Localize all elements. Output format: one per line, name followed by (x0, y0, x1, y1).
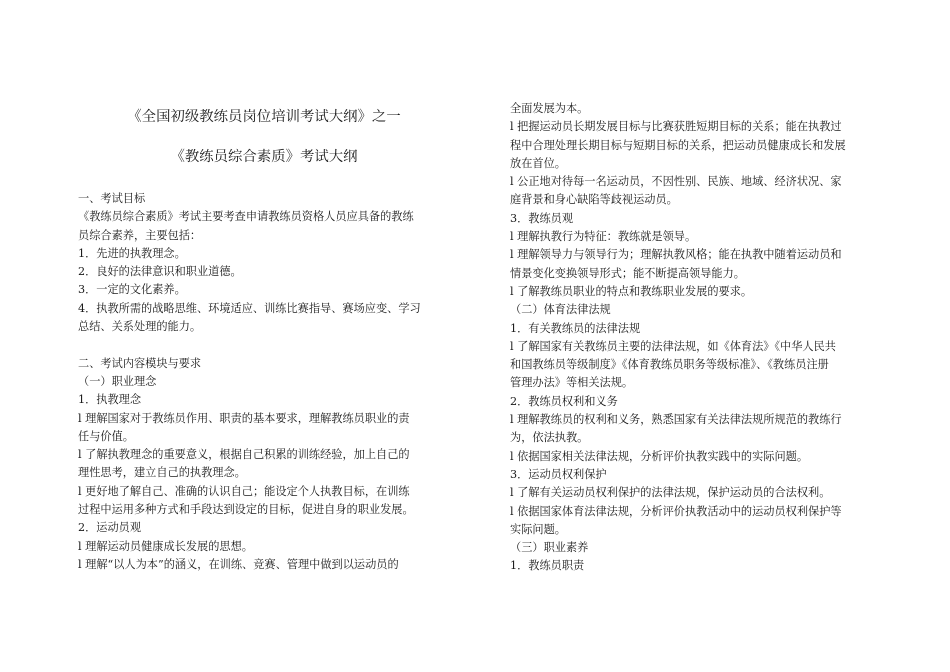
text-line: l 理解国家对于教练员作用、职责的基本要求，理解教练员职业的责 (78, 411, 410, 425)
text-line: l 理解执教行为特征：教练就是领导。 (510, 230, 697, 244)
text-line: l 理解领导力与领导行为；理解执教风格；能在执教中随着运动员和 (510, 248, 842, 262)
document-subtitle: 《教练员综合素质》考试大纲 (170, 149, 358, 165)
text-line: 1．先进的执教理念。 (78, 246, 186, 260)
text-line: l 理解运动员健康成长发展的思想。 (78, 539, 253, 553)
text-line: （三）职业素养 (510, 541, 589, 555)
text-line: 一、考试目标 (78, 192, 146, 205)
text-line: 3．运动员权利保护 (510, 467, 607, 481)
text-line: l 更好地了解自己、准确的认识自己；能设定个人执教目标，在训练 (78, 484, 410, 498)
text-line: （一）职业理念 (78, 374, 157, 388)
text-line: 2．良好的法律意识和职业道德。 (78, 265, 242, 279)
document-title: 《全国初级教练员岗位培训考试大纲》之一 (127, 109, 401, 125)
text-line: 为，依法执教。 (510, 431, 589, 445)
text-line: 放在首位。 (510, 156, 566, 170)
text-line: l 公正地对待每一名运动员，不因性别、民族、地域、经济状况、家 (510, 175, 842, 189)
text-line: 1．有关教练员的法律法规 (510, 321, 641, 335)
text-line: 2．运动员观 (78, 521, 142, 535)
text-line: 情景变化变换领导形式；能不断提高领导能力。 (510, 266, 745, 280)
text-line: （二）体育法律法规 (510, 303, 611, 317)
text-line: 和国教练员等级制度》《体育教练员职务等级标准》、《教练员注册 (510, 358, 829, 372)
text-line: l 了解国家有关教练员主要的法律法规，如《体育法》《中华人民共 (510, 339, 836, 353)
text-line: l 了解执教理念的重要意义，根据自己积累的训练经验，加上自己的 (78, 448, 410, 462)
text-line: l 了解有关运动员权利保护的法律法规，保护运动员的合法权利。 (510, 486, 831, 500)
text-line: 4．执教所需的战略思维、环境适应、训练比赛指导、赛场应变、学习 (78, 301, 421, 315)
text-line: 过程中运用多种方式和手段达到设定的目标，促进自身的职业发展。 (78, 503, 414, 517)
text-line: 员综合素养，主要包括： (78, 228, 202, 242)
text-line: l 理解“以人为本”的涵义，在训练、竞赛、管理中做到以运动员的 (78, 557, 399, 571)
text-line: 全面发展为本。 (510, 102, 589, 115)
text-line: 总结、关系处理的能力。 (78, 320, 202, 334)
text-line: 1．教练员职责 (510, 559, 585, 573)
text-line: 3．教练员观 (510, 211, 574, 225)
text-line: 理性思考，建立自己的执教理念。 (78, 466, 246, 480)
text-line: 二、考试内容模块与要求 (78, 356, 202, 370)
text-line: 《教练员综合素质》考试主要考查申请教练员资格人员应具备的教练 (78, 210, 414, 224)
text-line: l 依据国家相关法律法规，分析评价执教实践中的实际问题。 (510, 449, 809, 463)
text-line: 实际问题。 (510, 522, 566, 536)
text-line: 庭背景和身心缺陷等歧视运动员。 (510, 193, 678, 207)
text-line: 任与价值。 (78, 429, 134, 443)
text-line: 1．执教理念 (78, 393, 142, 407)
right-body-text (510, 100, 884, 576)
text-line: l 把握运动员长期发展目标与比赛获胜短期目标的关系；能在执教过 (510, 120, 842, 134)
text-line: l 理解教练员的权利和义务，熟悉国家有关法律法规所规范的教练行 (510, 413, 842, 427)
text-line: 3．一定的文化素养。 (78, 283, 186, 297)
text-line: l 依据国家体育法律法规，分析评价执教活动中的运动员权利保护等 (510, 504, 842, 518)
left-body-text (78, 190, 450, 574)
text-line (78, 336, 450, 354)
text-line: l 了解教练员职业的特点和教练职业发展的要求。 (510, 284, 753, 298)
text-line: 管理办法》等相关法规。 (510, 376, 634, 390)
text-line: 程中合理处理长期目标与短期目标的关系，把运动员健康成长和发展 (510, 138, 846, 152)
text-line: 2．教练员权利和义务 (510, 394, 618, 408)
